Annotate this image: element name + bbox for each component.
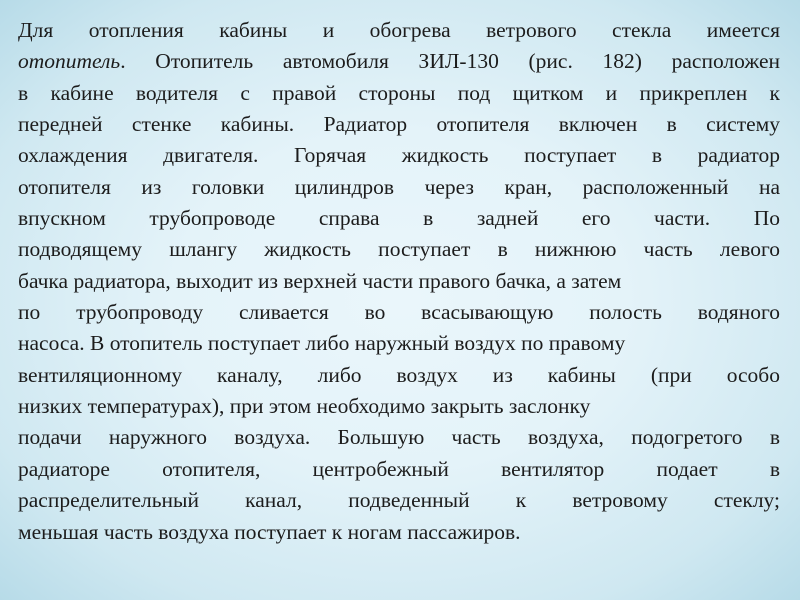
text-line: распределительный канал, подведенный к ветровому стеклу; xyxy=(18,488,780,513)
text-line: подачи наружного воздуха. Большую часть воздуха, подогретого в xyxy=(18,425,780,450)
text-line: радиаторе отопителя, центробежный вентилятор подает в xyxy=(18,456,780,481)
text-segment: . Отопитель автомобиля ЗИЛ-130 (рис. 182) расположен xyxy=(120,49,780,74)
text-line: впускном трубопроводе справа в задней его части. По xyxy=(18,206,780,231)
text-line xyxy=(18,46,780,77)
text-line: насоса. В отопитель поступает либо наружный воздух по правому xyxy=(18,331,626,356)
text-line: низких температурах), при этом необходимо закрыть заслонку xyxy=(18,394,591,419)
text-line: охлаждения двигателя. Горячая жидкость поступает в радиатор xyxy=(18,143,780,168)
text-line: вентиляционному каналу, либо воздух из кабины (при особо xyxy=(18,362,780,387)
text-line: передней стенке кабины. Радиатор отопителя включен в систему xyxy=(18,112,780,137)
text-line: по трубопроводу сливается во всасывающую полость водяного xyxy=(18,300,780,325)
text-line: в кабине водителя с правой стороны под щитком и прикреплен к xyxy=(18,80,780,105)
text-line: подводящему шлангу жидкость поступает в нижнюю часть левого xyxy=(18,237,780,262)
text-line: бачка радиатора, выходит из верхней части правого бачка, а затем xyxy=(18,268,622,293)
emphasized-term: отопитель xyxy=(18,49,121,74)
body-paragraph xyxy=(18,15,780,548)
text-line: Для отопления кабины и обогрева ветрового стекла имеется xyxy=(18,18,780,42)
text-line: отопителя из головки цилиндров через кран, расположенный на xyxy=(18,174,780,199)
text-line: меньшая часть воздуха поступает к ногам пассажиров. xyxy=(18,519,521,544)
